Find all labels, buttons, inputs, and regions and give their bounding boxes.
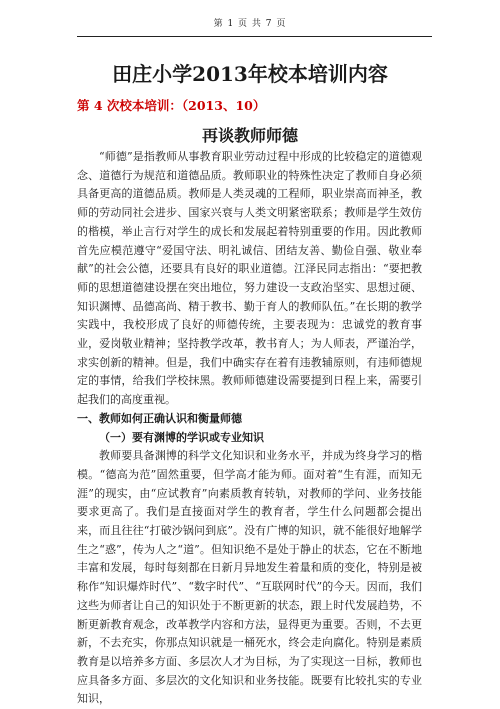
section-title: 再谈教师师德 xyxy=(201,126,298,145)
paragraph-intro: “师德”是指教师从事教育职业劳动过程中形成的比较稳定的道德观念、道德行为规范和道德品质。教师职业的特殊性决定了教师自身必须具备更高的道德品质。教师是人类灵魂的工程师，职业崇高而神圣，教师的劳动同社会进步、国家兴衰与人类文明紧密联系；教师是学生效仿的楷模，举止言行对学生的成长和发展起着特别重要的作用。因此教师首先应模范遵守“爱国守法、明礼诚信、团结友善、勤俭自强、敬业奉献”的社会公德，还要具有良好的职业道德。江泽民同志指出：“要把教师的思想道德建设摆在突出地位，努力建设一支政治坚实、思想过硬、知识渊博、品德高尚、精于教书、勤于育人的教师队伍。”在长期的教学实践中，我校形成了良好的师德传统，主要表现为：忠诚党的教育事业，爱岗敬业精神；坚持教学改革，教书育人；为人师表，严谨治学，求实创新的精神。但是，我们中确实存在着有违教辅原则，有违师德规定的事情，给我们学校抹黑。教师师德建设需要提到日程上来，需要引起我们的高度重视。 xyxy=(77,150,422,407)
page-header: 第 1 页 共 7 页 xyxy=(213,19,287,29)
heading-level1: 一、教师如何正确认识和衡量师德 xyxy=(77,411,242,425)
paragraph-knowledge: 教师要具备渊博的科学文化知识和业务水平，并成为终身学习的楷模。“德高为范”固然重要，但学高才能为师。面对着“生有涯，而知无涯”的现实，由“应试教育”向素质教育转轨，对教师的学问、业务技能要求更高了。我们是直接面对学生的教育者，学生什么问题都会提出来，而且往往“打破沙锅问到底”。没有广博的知识，就不能很好地解学生之“惑”，传为人之“道”。但知识绝不是处于静止的状态，它在不断地丰富和发展，每时每刻都在日新月异地发生着量和质的变化，特别是被称作“知识爆炸时代”、“数字时代”、“互联网时代”的今天。因而，我们这些为师者让自己的知识处于不断更新的状态，跟上时代发展趋势，不断更新教育观念，改革教学内容和方法，显得更为重要。否则，不去更新，不去充实，你那点知识就是一桶死水，终会走向腐化。特别是素质教育是以培养多方面、多层次人才为目标，为了实现这一目标，教师也应具备多方面、多层次的文化知识和业务技能。既要有比较扎实的专业知识， xyxy=(77,449,422,706)
document-title: 田庄小学2013年校本培训内容 xyxy=(112,62,388,86)
session-label: 第 4 次校本培训：（2013、10） xyxy=(77,98,266,113)
heading-level2: （一）要有渊博的学识或专业知识 xyxy=(99,430,264,444)
header-divider xyxy=(77,36,432,37)
document-body xyxy=(77,148,422,709)
